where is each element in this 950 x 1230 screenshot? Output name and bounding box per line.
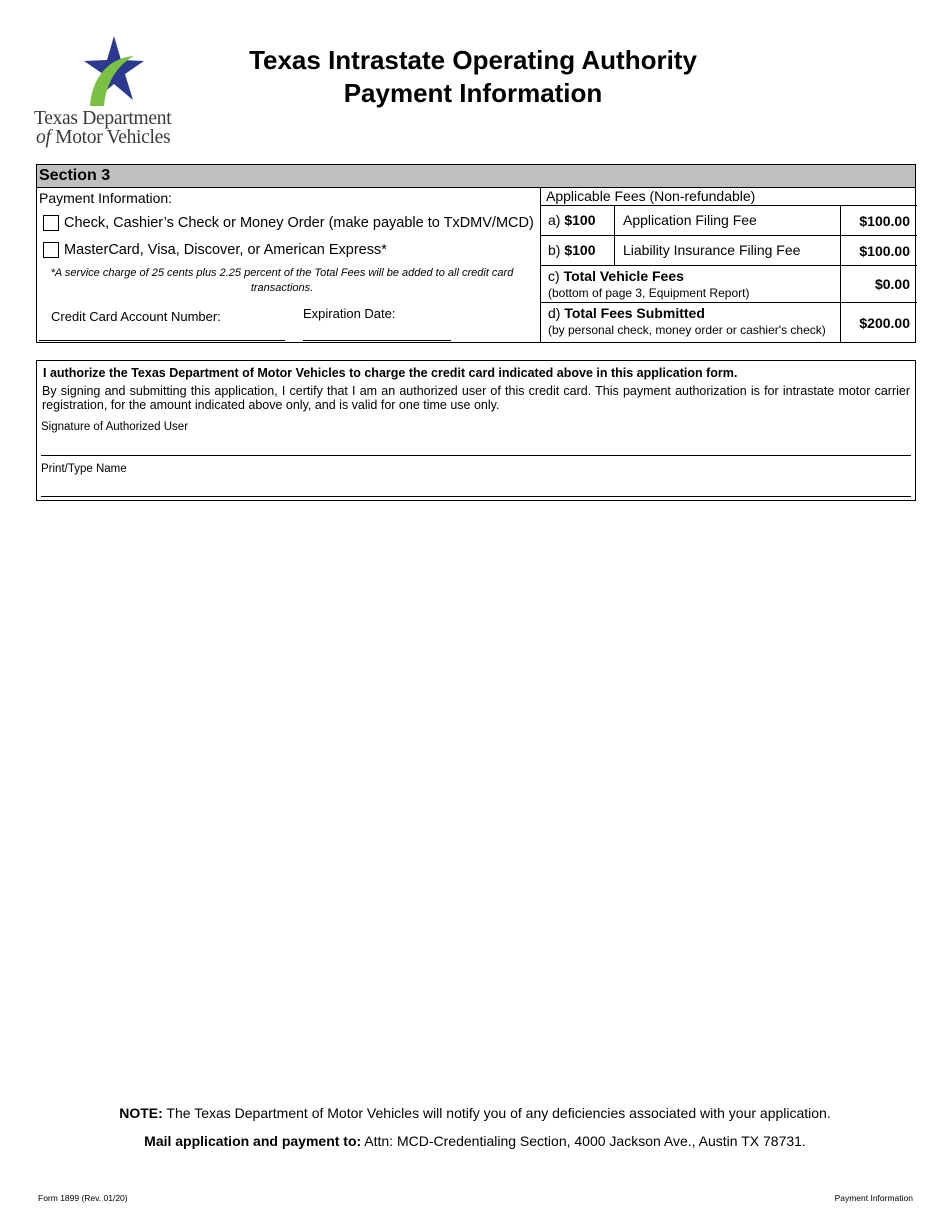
page-title [200,44,746,110]
fee-title: Total Vehicle Fees [563,268,684,284]
fee-subtext: (bottom of page 3, Equipment Report) [548,286,750,300]
fee-letter: d) [548,305,561,321]
note-label: NOTE: [119,1105,163,1121]
logo-of-word: of [36,127,51,148]
title-line2: Payment Information [343,78,603,108]
expiration-date-field[interactable] [303,340,451,341]
print-name-field[interactable] [41,496,911,497]
section-3-box [36,164,916,343]
fee-total: $100.00 [859,212,910,229]
fee-description: Application Filing Fee [615,206,841,235]
payment-information-panel [37,188,541,342]
txdmv-logo [34,34,194,149]
mail-label: Mail application and payment to: [144,1133,362,1149]
signature-label: Signature of Authorized User [41,421,189,433]
fee-letter: a) [548,212,561,228]
check-payment-label: Check, Cashier’s Check or Money Order (make payable to TxDMV/MCD) [64,215,534,231]
fee-title: Total Fees Submitted [564,305,705,321]
deficiency-note [0,1105,950,1121]
check-payment-checkbox[interactable] [43,215,59,231]
signature-field[interactable] [41,455,911,456]
card-payment-label: MasterCard, Visa, Discover, or American Express* [64,242,387,258]
fee-title-line [548,268,840,285]
logo-text-line2-rest: Motor Vehicles [50,127,171,148]
fee-amount-code: $100 [564,212,596,228]
fee-description-cell [541,266,841,302]
print-name-label: Print/Type Name [41,463,127,475]
fee-letter: b) [548,242,561,258]
fee-total: $100.00 [859,242,910,259]
credit-card-number-field[interactable] [39,340,285,341]
fee-letter: c) [548,268,560,284]
fee-description: Liability Insurance Filing Fee [615,236,841,265]
page-label: Payment Information [834,1193,913,1203]
service-charge-note: *A service charge of 25 cents plus 2.25 percent of the Total Fees will be added to all credit card transactions. [50,267,514,294]
credit-card-number-label: Credit Card Account Number: [51,309,221,324]
section-3-heading: Section 3 [37,165,915,188]
logo-text-line1: Texas Department [34,108,172,129]
authorization-body: By signing and submitting this application, I certify that I am an authorized user of this credit card. This payment authorization is for intrastate motor carrier registration, for the amount indicated above only, and is valid for one time use only. [42,384,910,412]
mail-text: Attn: MCD-Credentialing Section, 4000 Jackson Ave., Austin TX 78731. [361,1133,806,1149]
payment-option-card [43,242,387,258]
card-payment-checkbox[interactable] [43,242,59,258]
mailing-address [0,1133,950,1149]
fee-title-line [548,305,840,322]
payment-information-label: Payment Information: [39,190,173,206]
fee-description-cell [541,303,841,342]
fee-amount-code: $100 [564,242,596,258]
title-line1: Texas Intrastate Operating Authority [249,45,697,75]
fee-code-cell [541,206,615,235]
fee-code-cell [541,236,615,265]
fee-subtext: (by personal check, money order or cashier's check) [548,323,826,337]
form-number: Form 1899 (Rev. 01/20) [38,1193,128,1203]
fee-row-total-submitted [541,303,917,342]
fee-row-vehicle-fees [541,266,917,303]
fees-heading: Applicable Fees (Non-refundable) [541,188,917,206]
fee-row-application [541,206,917,236]
fee-total: $0.00 [874,276,910,292]
note-text: The Texas Department of Motor Vehicles will notify you of any deficiencies associated with your application. [162,1105,831,1121]
authorization-box [36,360,916,501]
fee-row-liability [541,236,917,266]
payment-option-check [43,215,534,231]
star-logo-icon [74,34,154,108]
applicable-fees-table [540,188,916,343]
authorization-heading: I authorize the Texas Department of Motor Vehicles to charge the credit card indicated above in this application form. [43,366,738,380]
expiration-date-label: Expiration Date: [303,306,396,321]
logo-text-line2 [36,127,170,149]
fee-total: $200.00 [859,314,910,331]
